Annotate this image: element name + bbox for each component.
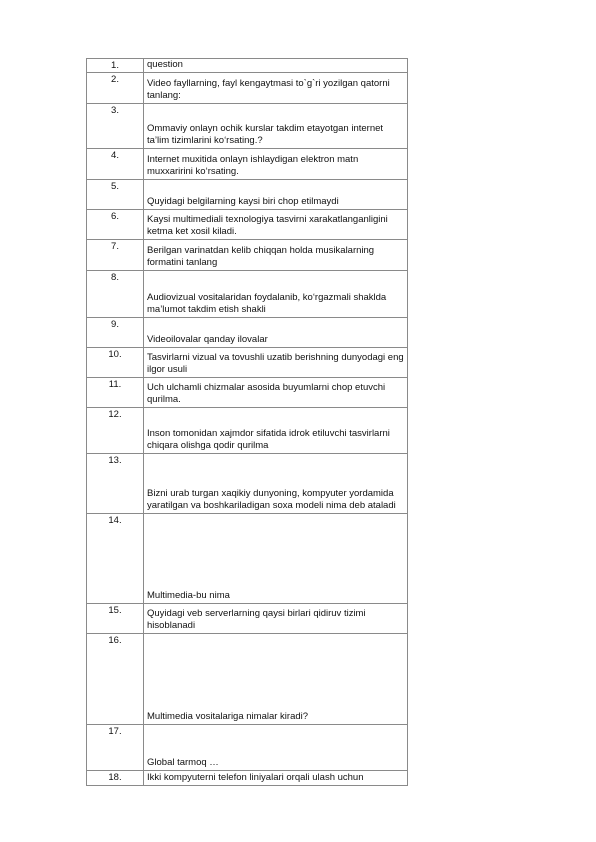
row-number: 9.	[87, 318, 144, 348]
table-row	[87, 725, 408, 771]
question-text: Multimedia vositalariga nimalar kiradi?	[144, 634, 408, 725]
row-number: 12.	[87, 408, 144, 454]
question-text: Ommaviy onlayn ochik kurslar takdim etayotgan internet ta’lim tizimlarini ko‘rsating.?	[144, 104, 408, 149]
row-number: 16.	[87, 634, 144, 725]
row-number: 4.	[87, 149, 144, 180]
row-number: 7.	[87, 240, 144, 271]
table-row	[87, 104, 408, 149]
table-row	[87, 514, 408, 604]
question-text: Tasvirlarni vizual va tovushli uzatib berishning dunyodagi eng ilgor usuli	[144, 348, 408, 378]
row-number: 15.	[87, 604, 144, 634]
row-number: 1.	[87, 59, 144, 73]
question-text: Berilgan varinatdan kelib chiqqan holda musikalarning formatini tanlang	[144, 240, 408, 271]
question-text: Quyidagi veb serverlarning qaysi birlari qidiruv tizimi hisoblanadi	[144, 604, 408, 634]
table-row	[87, 454, 408, 514]
row-number: 17.	[87, 725, 144, 771]
question-text: Global tarmoq …	[144, 725, 408, 771]
table-row	[87, 318, 408, 348]
table-row	[87, 210, 408, 240]
question-text: Internet muxitida onlayn ishlaydigan elektron matn muxxaririni ko‘rsating.	[144, 149, 408, 180]
question-text: Inson tomonidan xajmdor sifatida idrok etiluvchi tasvirlarni chiqara olishga qodir qurilma	[144, 408, 408, 454]
table-row	[87, 240, 408, 271]
table-row	[87, 634, 408, 725]
table-row	[87, 149, 408, 180]
table-row	[87, 59, 408, 73]
question-text: Videoilovalar qanday ilovalar	[144, 318, 408, 348]
row-number: 5.	[87, 180, 144, 210]
question-text: Ikki kompyuterni telefon liniyalari orqali ulash uchun	[144, 771, 408, 786]
table-row	[87, 604, 408, 634]
table-row	[87, 348, 408, 378]
question-text: Kaysi multimediali texnologiya tasvirni xarakatlanganligini ketma ket xosil kiladi.	[144, 210, 408, 240]
question-table	[86, 58, 408, 786]
question-text: question	[144, 59, 408, 73]
table-row	[87, 271, 408, 318]
table-row	[87, 408, 408, 454]
question-text: Uch ulchamli chizmalar asosida buyumlarni chop etuvchi qurilma.	[144, 378, 408, 408]
row-number: 18.	[87, 771, 144, 786]
row-number: 11.	[87, 378, 144, 408]
row-number: 13.	[87, 454, 144, 514]
table-row	[87, 73, 408, 104]
question-text: Bizni urab turgan xaqikiy dunyoning, kompyuter yordamida yaratilgan va boshkariladigan soxa modeli nima deb ataladi	[144, 454, 408, 514]
row-number: 8.	[87, 271, 144, 318]
row-number: 6.	[87, 210, 144, 240]
table-row	[87, 378, 408, 408]
row-number: 2.	[87, 73, 144, 104]
row-number: 14.	[87, 514, 144, 604]
table-row	[87, 771, 408, 786]
row-number: 3.	[87, 104, 144, 149]
question-text: Quyidagi belgilarning kaysi biri chop etilmaydi	[144, 180, 408, 210]
question-text: Audiovizual vositalaridan foydalanib, ko‘rgazmali shaklda ma’lumot takdim etish shakli	[144, 271, 408, 318]
question-text: Multimedia-bu nima	[144, 514, 408, 604]
table-row	[87, 180, 408, 210]
row-number: 10.	[87, 348, 144, 378]
question-text: Video fayllarning, fayl kengaytmasi to`g`ri yozilgan qatorni tanlang:	[144, 73, 408, 104]
